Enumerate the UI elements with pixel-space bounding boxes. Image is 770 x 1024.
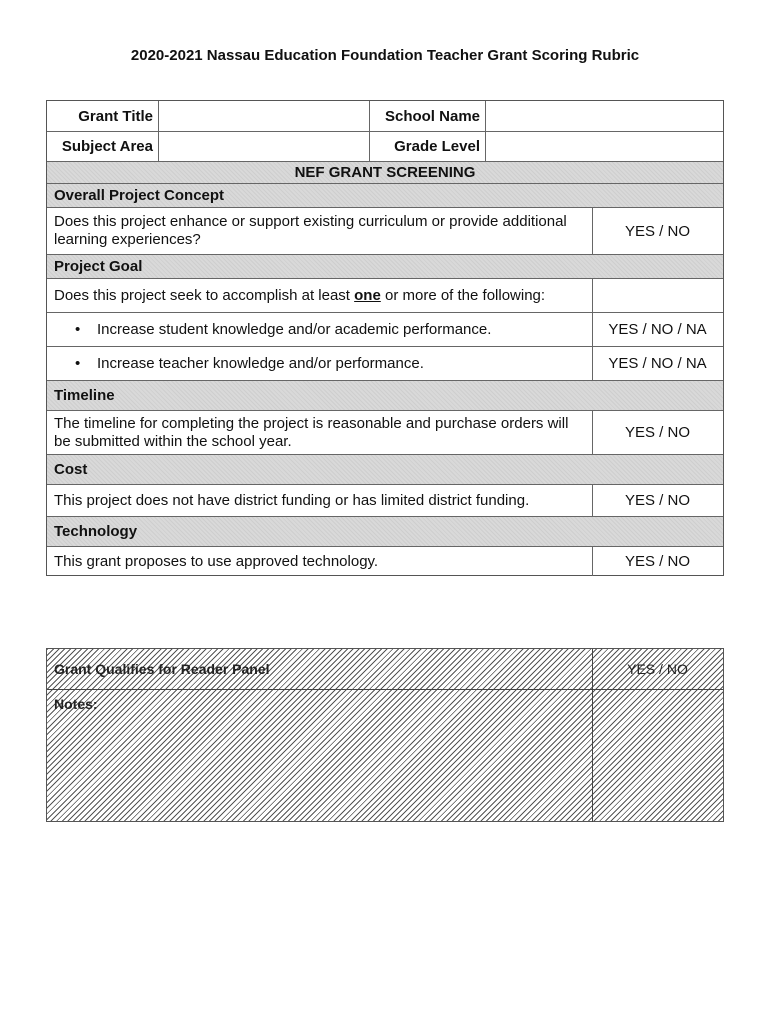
info-row-1	[47, 101, 723, 131]
school-name-field[interactable]	[485, 101, 723, 131]
technology-row	[47, 546, 723, 576]
reader-panel-label: Grant Qualifies for Reader Panel	[54, 661, 270, 677]
bullet-icon: •	[75, 320, 81, 338]
concept-answer[interactable]: YES / NO	[624, 222, 691, 240]
goal-item-1-text: Increase student knowledge and/or academic performance.	[97, 320, 492, 338]
notes-label: Notes:	[54, 696, 98, 712]
rubric-table	[46, 100, 724, 576]
school-name-label: School Name	[384, 107, 480, 125]
goal-question	[47, 279, 592, 312]
grant-title-field[interactable]	[158, 101, 369, 131]
section-cost	[47, 454, 723, 484]
cost-question: This project does not have district funding or has limited district funding.	[54, 491, 530, 509]
timeline-row	[47, 410, 723, 454]
info-row-2	[47, 131, 723, 161]
goal-item-1	[47, 313, 592, 346]
section-timeline	[47, 380, 723, 410]
section-concept	[47, 183, 723, 207]
section-goal-label: Project Goal	[54, 258, 143, 275]
grant-title-label: Grant Title	[78, 107, 153, 125]
bullet-icon: •	[75, 354, 81, 372]
concept-row	[47, 207, 723, 254]
section-cost-label: Cost	[54, 461, 88, 478]
technology-question: This grant proposes to use approved technology.	[54, 552, 379, 570]
grade-level-field[interactable]	[485, 132, 723, 161]
concept-question: Does this project enhance or support existing curriculum or provide additional learning experiences?	[54, 213, 567, 248]
reader-panel-table	[46, 648, 724, 822]
goal-question-after: or more of the following:	[380, 286, 546, 304]
section-technology-label: Technology	[54, 523, 138, 540]
section-goal	[47, 254, 723, 278]
goal-question-row	[47, 278, 723, 312]
goal-question-before: Does this project seek to accomplish at least	[54, 286, 355, 304]
screening-header: NEF GRANT SCREENING	[294, 164, 476, 181]
section-technology	[47, 516, 723, 546]
goal-item-row	[47, 312, 723, 346]
goal-item-2	[47, 347, 592, 380]
goal-question-emphasis: one	[354, 286, 381, 304]
goal-item-2-answer[interactable]: YES / NO / NA	[608, 355, 707, 372]
goal-item-row	[47, 346, 723, 380]
subject-area-field[interactable]	[158, 132, 369, 161]
reader-panel-answer[interactable]: YES / NO	[627, 661, 688, 677]
timeline-question: The timeline for completing the project is reasonable and purchase orders will be submitted within the school year.	[54, 414, 569, 450]
notes-field[interactable]	[592, 690, 723, 822]
screening-header-row	[47, 161, 723, 183]
page-title: 2020-2021 Nassau Education Foundation Teacher Grant Scoring Rubric	[130, 47, 640, 64]
reader-panel-row	[47, 649, 723, 689]
goal-item-1-answer[interactable]: YES / NO / NA	[608, 321, 707, 338]
section-timeline-label: Timeline	[54, 387, 115, 404]
notes-row	[47, 689, 723, 822]
goal-item-2-text: Increase teacher knowledge and/or performance.	[97, 354, 424, 372]
section-concept-label: Overall Project Concept	[54, 187, 225, 204]
grade-level-label: Grade Level	[394, 138, 480, 155]
subject-area-label: Subject Area	[61, 138, 153, 155]
cost-answer[interactable]: YES / NO	[624, 492, 691, 509]
cost-row	[47, 484, 723, 516]
technology-answer[interactable]: YES / NO	[624, 553, 691, 570]
timeline-answer[interactable]: YES / NO	[624, 424, 691, 441]
